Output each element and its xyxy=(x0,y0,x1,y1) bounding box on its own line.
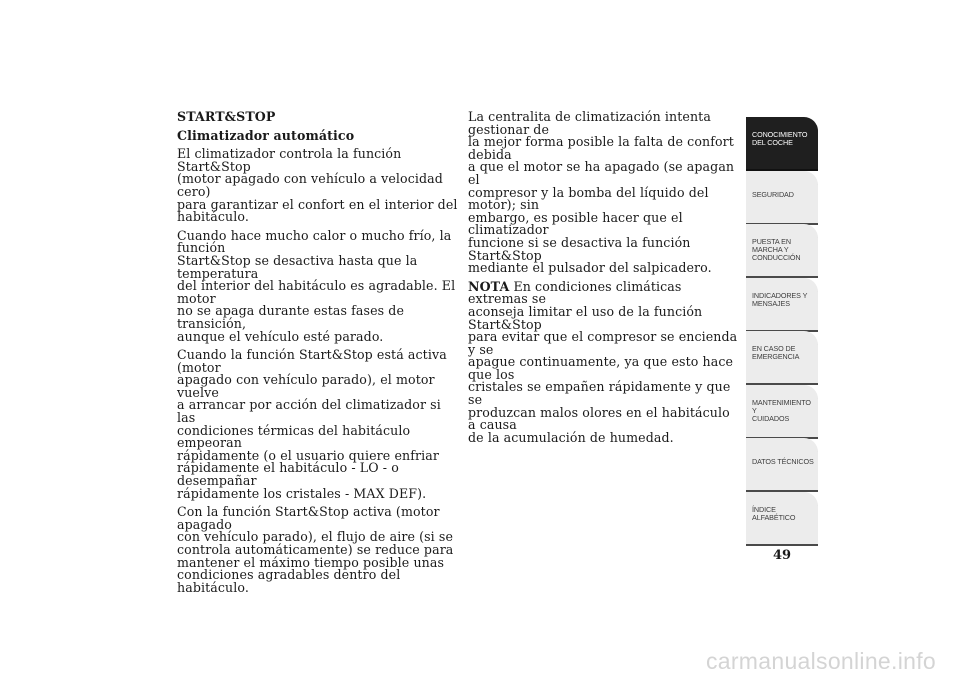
note-text: En condiciones climáticas extremas se aconseja limitar el uso de la función Start&Stop para evitar que el compresor se encienda y se apague continuamente, ya que esto hace que los cristales se empañen rápidamente y que se produzcan malos olores en el habitáculo a causa de la acumulación de humedad. xyxy=(468,278,738,445)
left-column xyxy=(177,111,459,600)
subsection-title: Climatizador automático xyxy=(177,127,355,143)
tab-indicadores-y-mensajes[interactable]: INDICADORES Y MENSAJES xyxy=(746,278,818,330)
tab-seguridad[interactable]: SEGURIDAD xyxy=(746,171,818,223)
body-paragraph: Con la función Start&Stop activa (motor apagado con vehículo parado), el flujo de aire (si se controla automáticamente) se reduce para mantener el máximo tiempo posible unas condiciones agradables dentro del habitáculo. xyxy=(177,504,454,595)
watermark-text: carmanualsonline.info xyxy=(705,648,936,674)
section-title: START&STOP xyxy=(177,109,276,124)
body-paragraph: El climatizador controla la función Start&Stop (motor apagado con vehículo a velocidad cero) para garantizar el confort en el interior del habitáculo. xyxy=(177,146,458,225)
tab-datos-tecnicos[interactable]: DATOS TÉCNICOS xyxy=(746,438,818,490)
tab-indice-alfabetico[interactable]: ÍNDICE ALFABÉTICO xyxy=(746,492,818,544)
tab-conocimiento-del-coche[interactable]: CONOCIMIENTO DEL COCHE xyxy=(746,117,818,169)
page-number: 49 xyxy=(772,548,792,563)
body-paragraph: Cuando la función Start&Stop está activa (motor apagado con vehículo parado), el motor vuelve a arrancar por acción del climatizador si las condiciones térmicas del habitáculo empeoran rápidamente (o el usuario quiere enfriar rápidamente el habitáculo - LO - o desempañar rápidamente los cristales - MAX DEF). xyxy=(177,347,447,501)
body-paragraph: Cuando hace mucho calor o mucho frío, la función Start&Stop se desactiva hasta que la temperatura del interior del habitáculo es agradable. El motor no se apaga durante estas fases de transición, aunque el vehículo esté parado. xyxy=(177,227,456,344)
note-label: NOTA xyxy=(468,278,510,294)
tab-puesta-en-marcha[interactable]: PUESTA EN MARCHA Y CONDUCCIÓN xyxy=(746,224,818,276)
tab-en-caso-de-emergencia[interactable]: EN CASO DE EMERGENCIA xyxy=(746,331,818,383)
right-column xyxy=(468,111,740,450)
tab-mantenimiento-y-cuidados[interactable]: MANTENIMIENTO Y CUIDADOS xyxy=(746,385,818,437)
body-paragraph: La centralita de climatización intenta gestionar de la mejor forma posible la falta de confort debida a que el motor se ha apagado (se apagan el compresor y la bomba del líquido del motor); sin embargo, es posible hacer que el climatizador funcione si se desactiva la función Start&Stop mediante el pulsador del salpicadero. xyxy=(468,109,735,276)
chapter-tabs xyxy=(746,117,818,545)
note-paragraph xyxy=(468,278,740,445)
